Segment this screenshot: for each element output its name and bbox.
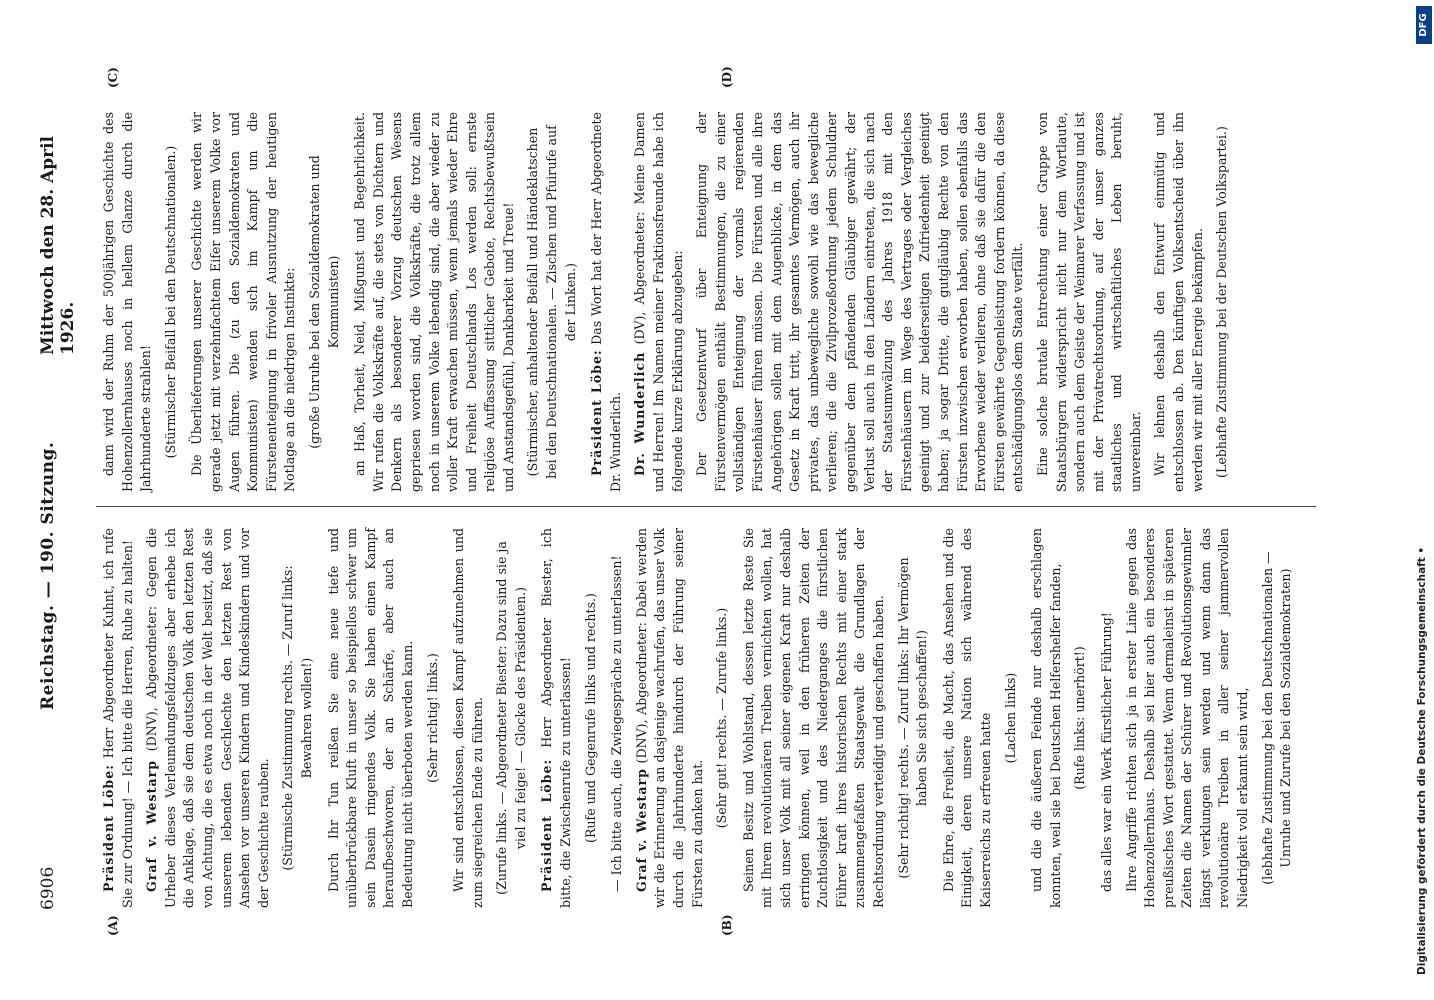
paragraph-text: (DV), Abgeordneter: Meine Damen und Herren! Im Namen meiner Fraktionsfreunde habe ich folgende kurze Erklärung abzugeben:	[632, 112, 685, 492]
speaker-name: Graf v. Westarp	[144, 759, 160, 892]
paragraph-text: (Rufe links: unerhört!)	[1072, 646, 1088, 790]
paragraph	[1151, 112, 1207, 492]
paragraph-text: Die Ehre, die Freiheit, die Macht, das Ansehen und die Einigkeit, deren unsere Nation sich während des Kaiserreichs zu erfreuen hatte	[940, 528, 993, 908]
interjection	[1259, 538, 1296, 898]
paragraph	[1028, 528, 1065, 908]
paragraph-text: Wir lehnen deshalb den Entwurf einmütig und entschlossen ab. Den künftigen Volksentscheid über ihn werden wir mit aller Energie bekämpfen.	[1152, 112, 1205, 492]
paragraph-text: Seinen Besitz und Wohlstand, dessen letzte Reste Sie mit Ihrem revolutionären Treiben vernichten wollen, hat sich unser Volk mit all seiner eigenen Kraft nur deshalb erringen können, weil in den früheren Zeiten der Zuchtlosigkeit und des Niederganges die fürstlichen Führer kraft ihres historischen Rechts mit einer stark zusammengefaßten Staatsgewalt die Grundlagen der Rechtsordnung verteidigt und geschaffen haben.	[740, 528, 886, 908]
speaker-name: Präsident Löbe:	[589, 349, 605, 476]
paragraph	[608, 528, 627, 908]
paragraph-text: Die Überlieferungen unserer Geschichte werden wir gerade jetzt mit verzehnfachtem Eifer unserem Volke vor Augen führen. Die (zu den Sozialdemokraten und Kommunisten) wenden sich im Kampf um die Fürstenenteignung in frivoler Ausnutzung der heutigen Notlage an die niedrigen Instinkte:	[189, 112, 298, 492]
paragraph	[325, 528, 418, 908]
interjection	[895, 538, 932, 898]
paragraph	[351, 112, 518, 492]
paragraph-text: — Ich bitte auch, die Zwiegespräche zu unterlassen!	[609, 555, 625, 892]
paragraph	[188, 112, 300, 492]
paragraph	[538, 528, 575, 908]
interjection	[1213, 122, 1232, 482]
speaker-name: Dr. Wunderlich	[632, 351, 648, 476]
interjection	[493, 538, 530, 898]
digitization-credit: Digitalisierung gefördert durch die Deutsche Forschungsgemeinschaft •	[1416, 546, 1428, 975]
paragraph-text: an Haß, Torheit, Neid, Mißgunst und Begehrlichkeit. Wir rufen die Volkskräfte auf, die stets von Dichtern und Denkern als besonderer Vorzug deutschen Wesens gepriesen worden sind, die Volkskräfte, die trotz allem noch in unserem Volke lebendig sind, die aber wieder zu voller Kraft erwachen müssen, wenn jemals wieder Ehre und Freiheit Deutschlands Los werden soll: ernste religiöse Auffassung sittlicher Gebote, Rechtsbewußtsein und Anstandsgefühl, Dankbarkeit und Treue!	[352, 112, 516, 492]
paragraph-text: Herr Abgeordneter Biester, ich bitte, die Zwischenrufe zu unterlassen!	[539, 528, 574, 908]
running-header	[38, 90, 78, 910]
left-column	[100, 528, 1304, 908]
paragraph-text: (Sehr gut! rechts. — Zurufe links.)	[714, 607, 730, 829]
paragraph-text: (Stürmischer Beifall bei den Deutschnationalen.)	[162, 145, 178, 459]
paragraph-text: Das Wort hat der Herr Abgeordnete Dr. Wunderlich.	[589, 112, 623, 492]
paragraph	[450, 528, 487, 908]
paragraph-text: Ihre Angriffe richten sich ja in erster Linie gegen das Hohenzollernhaus. Deshalb sei hier auch ein besonderes preußisches Wort gestattet. Wenn dermaleinst in späteren Zeiten die Namen der Schürer und Revolutionsgewinnler längst verklungen sein werden und wenn dann das revolutionäre Treiben in aller seiner jammervollen Niedrigkeit voll erkannt sein wird,	[1123, 528, 1251, 908]
interjection	[279, 538, 316, 898]
paragraph-text: (Lachen links)	[1002, 672, 1018, 764]
paragraph	[1123, 528, 1253, 908]
paragraph	[693, 112, 1028, 492]
paragraph-text: (Zurufe links. — Abgeordneter Biester: Dazu sind sie ja viel zu feige! — Glocke des Präsidenten.)	[494, 541, 528, 895]
paragraph	[1034, 112, 1146, 492]
paragraph-text: (Sehr richtig! rechts. — Zuruf links: Ihr Vermögen haben Sie sich geschaffen!)	[895, 557, 930, 879]
paragraph	[940, 528, 996, 908]
paragraph	[100, 528, 137, 908]
paragraph-text: Wir sind entschlossen, diesen Kampf aufzunehmen und zum siegreichen Ende zu führen.	[451, 528, 485, 908]
interjection	[1002, 538, 1021, 898]
paragraph-text: dann wird der Ruhm der 500jährigen Geschichte des Hohenzollernhauses noch in hellem Glanze durch die Jahrhunderte strahlen!	[101, 112, 154, 492]
right-column	[100, 112, 1240, 492]
session-title: Reichstag. — 190. Sitzung.	[38, 441, 58, 710]
dfg-logo: DFG	[1416, 6, 1432, 44]
paragraph	[143, 528, 273, 908]
interjection	[713, 538, 732, 898]
paragraph	[633, 528, 707, 908]
speaker-name: Präsident Löbe:	[539, 758, 555, 892]
paragraph	[100, 112, 156, 492]
paragraph-text: (Rufe und Gegenrufe links und rechts.)	[582, 593, 598, 843]
interjection	[1071, 538, 1090, 898]
interjection	[524, 122, 580, 482]
column-divider	[96, 506, 1316, 507]
paragraph-text: Der Gesetzentwurf über Enteignung der Fürstenvermögen enthält Bestimmungen, die zu einer vollständigen Enteignung der vormals regierenden Fürstenhäuser führen müssen. Die Fürsten und alle ihre Angehörigen sollen mit dem Augenblicke, in dem das Gesetz in Kraft tritt, ihr gesamtes Vermögen, auch ihr privates, das unbewegliche sowohl wie das bewegliche verlieren; die die Zivilprozeßordnung jedem Schuldner gegenüber dem pfändenden Gläubiger gewährt; der Verlust soll auch in den Ländern eintreten, die sich nach der Staatsumwälzung des Jahres 1918 mit den Fürstenhäusern im Wege des Vertrages oder Vergleiches geeinigt und zur beiderseitigen Zufriedenheit geeinigt haben; ja sogar Dritte, die gutgläubig Rechte von den Fürsten inzwischen erworben haben, sollen ebenfalls das Erworbene wieder verlieren, ohne daß sie dafür die den Fürsten gewährte Gegenleistung fordern können, da diese entschädigungslos dem Staate verfällt.	[694, 112, 1026, 492]
margin-mark-c: (C)	[106, 67, 120, 88]
interjection	[582, 538, 601, 898]
paragraph-text: Eine solche brutale Entrechtung einer Gruppe von Staatsbürgern widerspricht nicht nur dem Wortlaute, sondern auch dem Geiste der Weimarer Verfassung und ist mit der Privatrechtsordnung, auf der unser ganzes staatliches und wirtschaftliches Leben beruht, unvereinbar.	[1034, 112, 1143, 492]
margin-mark-a: (A)	[106, 915, 120, 936]
paragraph-text: (Lebhafte Zustimmung bei der Deutschen Volkspartei.)	[1214, 126, 1230, 478]
paragraph	[631, 112, 687, 492]
paragraph-text: (Stürmischer, anhaltender Beifall und Händeklatschen bei den Deutschnationalen. — Zischen und Pfuirufe auf der Linken.)	[525, 125, 578, 479]
margin-mark-d: (D)	[720, 66, 734, 88]
speaker-name: Präsident Löbe:	[101, 764, 116, 892]
page-number: 6906	[38, 866, 58, 910]
interjection	[424, 538, 443, 898]
paragraph-text: (lebhafte Zustimmung bei den Deutschnationalen — Unruhe und Zurufe bei den Sozialdemokraten)	[1259, 551, 1294, 885]
paragraph-text: (DNV), Abgeordneter: Dabei werden wir die Erinnerung an dasjenige wachrufen, das unser Volk durch die Jahrhunderte hindurch der Führung seiner Fürsten zu danken hat.	[633, 528, 705, 908]
paragraph-text: (DNV), Abgeordneter: Gegen die Urheber dieses Verleumdungsfeldzuges aber erhebe ich die Anklage, daß sie dem deutschen Volk den letzten Rest von Achtung, die es etwa noch in der Welt besitzt, daß sie unserem lebenden Geschlechte den letzten Rest von Ansehen vor unseren Kindern und Kindeskindern und vor der Geschichte rauben.	[144, 528, 271, 908]
interjection	[162, 122, 181, 482]
paragraph-text: (Stürmische Zustimmung rechts. — Zuruf links: Bewahren wollen!)	[280, 565, 314, 871]
paragraph	[1098, 528, 1117, 908]
paragraph-text: das alles war ein Werk fürstlicher Führung!	[1098, 612, 1114, 892]
paragraph-text: (große Unruhe bei den Sozialdemokraten und Kommunisten)	[306, 155, 341, 449]
paragraph-text: (Sehr richtig! links.)	[424, 653, 440, 783]
paragraph	[588, 112, 625, 492]
paragraph-text: Herr Abgeordneter Kuhnt, ich rufe Sie zur Ordnung! — Ich bitte die Herren, Ruhe zu halten!	[101, 528, 135, 908]
paragraph-text: und die die äußeren Feinde nur deshalb erschlagen konnten, weil sie bei Deutschen Helfershelfer fanden,	[1029, 528, 1063, 908]
margin-mark-b: (B)	[720, 914, 734, 936]
paragraph	[740, 528, 889, 908]
speaker-name: Graf v. Westarp	[633, 768, 649, 892]
paragraph-text: Durch Ihr Tun reißen Sie eine neue tiefe und unüberbrückbare Kluft in unser so beispiellos schwer um sein Dasein ringendes Volk. Sie haben einen Kampf heraufbeschworen, der an Schärfe, aber auch an Bedeutung nicht überboten werden kann.	[325, 528, 415, 908]
session-date: Mittwoch den 28. April 1926.	[38, 135, 78, 355]
interjection	[306, 122, 343, 482]
